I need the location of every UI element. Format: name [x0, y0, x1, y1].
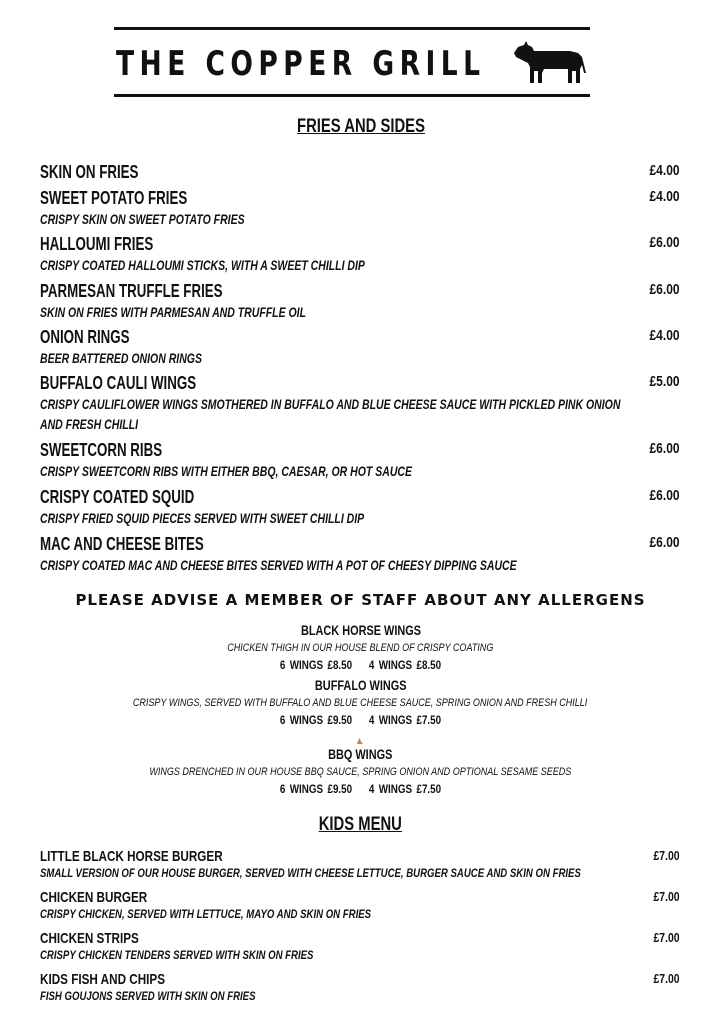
kids-item	[40, 848, 680, 880]
item-desc: CRISPY SWEETCORN RIBS WITH EITHER BBQ, CAESAR, OR HOT SAUCE	[40, 463, 412, 479]
wing-desc: CRISPY WINGS, SERVED WITH BUFFALO AND BLUE CHEESE SAUCE, SPRING ONION AND FRESH CHILLI	[133, 697, 588, 709]
item-desc: CRISPY CAULIFLOWER WINGS SMOTHERED IN BUFFALO AND BLUE CHEESE SAUCE WITH PICKLED PINK ONION AND FRESH CHILLI	[40, 396, 621, 432]
wing-name: BBQ WINGS	[328, 746, 393, 762]
item-desc: CRISPY COATED HALLOUMI STICKS, WITH A SWEET CHILLI DIP	[40, 257, 365, 273]
item-name: SKIN ON FRIES	[40, 162, 139, 182]
item-desc: FISH GOUJONS SERVED WITH SKIN ON FRIES	[40, 989, 256, 1003]
item-name: SWEETCORN RIBS	[40, 440, 163, 460]
menu-item	[40, 487, 680, 528]
menu-item	[40, 373, 680, 434]
wing-price-4: 4 WINGS £7.50	[368, 713, 441, 727]
item-price: £6.00	[649, 440, 680, 457]
item-desc: BEER BATTERED ONION RINGS	[40, 350, 202, 366]
logo-bottom-rule	[114, 94, 590, 97]
item-price: £7.00	[653, 971, 680, 986]
wing-item	[0, 677, 721, 729]
item-price: £7.00	[653, 848, 680, 863]
kids-item	[40, 971, 680, 1003]
item-desc: CRISPY CHICKEN, SERVED WITH LETTUCE, MAYO AND SKIN ON FRIES	[40, 907, 372, 921]
menu-item	[40, 188, 680, 229]
item-name: CRISPY COATED SQUID	[40, 487, 195, 507]
item-name: CHICKEN BURGER	[40, 889, 148, 906]
item-price: £6.00	[649, 534, 680, 551]
item-desc: CRISPY CHICKEN TENDERS SERVED WITH SKIN ON FRIES	[40, 948, 314, 962]
allergen-notice: PLEASE ADVISE A MEMBER OF STAFF ABOUT ANY ALLERGENS	[75, 591, 646, 609]
item-price: £7.00	[653, 930, 680, 945]
wing-price-4: 4 WINGS £7.50	[368, 782, 441, 796]
wing-name: BLACK HORSE WINGS	[300, 622, 421, 638]
item-desc: CRISPY SKIN ON SWEET POTATO FRIES	[40, 211, 245, 227]
item-name: LITTLE BLACK HORSE BURGER	[40, 848, 223, 865]
item-desc: CRISPY COATED MAC AND CHEESE BITES SERVED WITH A POT OF CHEESY DIPPING SAUCE	[40, 557, 517, 573]
section-title-kids: KIDS MENU	[318, 814, 403, 835]
item-price: £4.00	[649, 327, 680, 344]
item-price: £6.00	[649, 281, 680, 298]
item-name: PARMESAN TRUFFLE FRIES	[40, 281, 223, 301]
item-desc: SKIN ON FRIES WITH PARMESAN AND TRUFFLE OIL	[40, 304, 306, 320]
item-name: ONION RINGS	[40, 327, 130, 347]
item-desc: CRISPY FRIED SQUID PIECES SERVED WITH SWEET CHILLI DIP	[40, 510, 365, 526]
menu-item	[40, 327, 680, 368]
wing-desc: WINGS DRENCHED IN OUR HOUSE BBQ SAUCE, SPRING ONION AND OPTIONAL SESAME SEEDS	[149, 766, 572, 778]
item-desc: SMALL VERSION OF OUR HOUSE BURGER, SERVED WITH CHEESE LETTUCE, BURGER SAUCE AND SKIN ON FRIES	[40, 866, 581, 880]
wing-item	[0, 622, 721, 674]
item-price: £4.00	[649, 188, 680, 205]
menu-item	[40, 234, 680, 275]
logo-top-rule	[114, 27, 590, 30]
wing-desc: CHICKEN THIGH IN OUR HOUSE BLEND OF CRISPY COATING	[227, 642, 494, 654]
section-title-fries: FRIES AND SIDES	[296, 116, 425, 137]
cow-icon	[514, 39, 588, 85]
menu-item	[40, 440, 680, 481]
item-name: BUFFALO CAULI WINGS	[40, 373, 197, 393]
wing-price-6: 6 WINGS £9.50	[280, 713, 353, 727]
flame-icon	[355, 737, 365, 745]
item-price: £4.00	[649, 162, 680, 179]
wing-price-4: 4 WINGS £8.50	[368, 658, 441, 672]
item-price: £5.00	[649, 373, 680, 390]
item-name: HALLOUMI FRIES	[40, 234, 154, 254]
menu-item	[40, 162, 680, 183]
item-name: SWEET POTATO FRIES	[40, 188, 188, 208]
wing-name: BUFFALO WINGS	[314, 677, 407, 693]
menu-item	[40, 534, 680, 575]
restaurant-name: THE COPPER GRILL	[116, 44, 486, 84]
item-name: CHICKEN STRIPS	[40, 930, 139, 947]
menu-item	[40, 281, 680, 322]
item-name: KIDS FISH AND CHIPS	[40, 971, 166, 988]
item-price: £6.00	[649, 487, 680, 504]
item-name: MAC AND CHEESE BITES	[40, 534, 204, 554]
wing-item	[0, 746, 721, 798]
kids-item	[40, 889, 680, 921]
wing-price-6: 6 WINGS £8.50	[280, 658, 353, 672]
logo	[114, 27, 590, 97]
kids-item	[40, 930, 680, 962]
item-price: £6.00	[649, 234, 680, 251]
wing-price-6: 6 WINGS £9.50	[280, 782, 353, 796]
item-price: £7.00	[653, 889, 680, 904]
